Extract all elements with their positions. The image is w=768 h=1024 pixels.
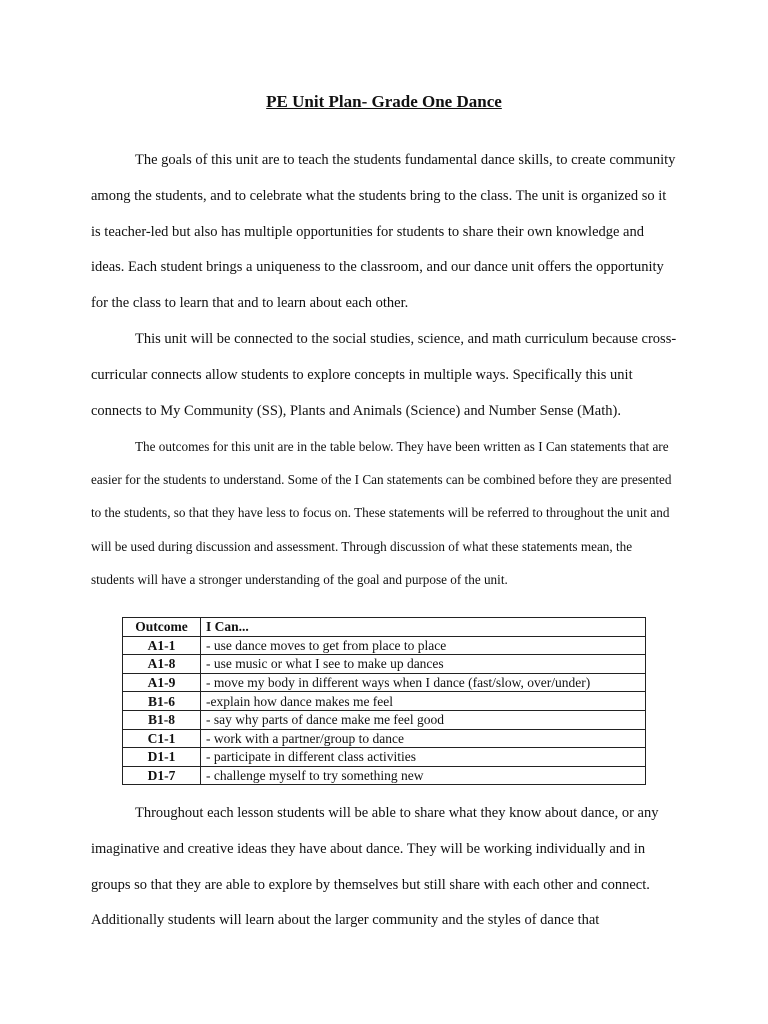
paragraph-goals [91,143,677,322]
outcome-statement: - work with a partner/group to dance [201,729,646,748]
table-header-row [123,618,646,637]
paragraph-curriculum [91,322,677,429]
outcome-code: A1-8 [123,655,201,674]
paragraph-outcomes [91,430,677,596]
paragraph-text: Throughout each lesson students will be able to share what they know about dance, or any imaginative and creative ideas they have about dance. They will be working individually and in groups so that they are able to explore by themselves but still share with each other and connect. Additionally students will learn about the larger community and the styles of dance that [91,805,659,929]
table-row [123,673,646,692]
outcome-statement: - say why parts of dance make me feel good [201,710,646,729]
outcome-statement: -explain how dance makes me feel [201,692,646,711]
outcomes-table [122,617,646,785]
paragraph-text: The goals of this unit are to teach the students fundamental dance skills, to create community among the students, and to celebrate what the students bring to the class. The unit is organized so it is teacher-led but also has multiple opportunities for students to share their own knowledge and ideas. Each student brings a uniqueness to the classroom, and our dance unit offers the opportunity for the class to learn that and to learn about each other. [91,152,676,312]
outcome-code: B1-6 [123,692,201,711]
outcome-statement: - move my body in different ways when I dance (fast/slow, over/under) [201,673,646,692]
outcome-code: B1-8 [123,710,201,729]
paragraph-sharing [91,796,677,939]
outcome-code: A1-1 [123,636,201,655]
outcome-statement: - challenge myself to try something new [201,766,646,785]
table-row [123,636,646,655]
table-row [123,766,646,785]
table-row [123,710,646,729]
column-header-i-can: I Can... [201,618,646,637]
paragraph-text: The outcomes for this unit are in the table below. They have been written as I Can statements that are easier for the students to understand. Some of the I Can statements can be combined before they are presented to the students, so that they have less to focus on. These statements will be referred to throughout the unit and will be used during discussion and assessment. Through discussion of what these statements mean, the students will have a stronger understanding of the goal and purpose of the unit. [91,439,672,587]
outcome-statement: - use dance moves to get from place to place [201,636,646,655]
paragraph-text: This unit will be connected to the social studies, science, and math curriculum because cross-curricular connects allow students to explore concepts in multiple ways. Specifically this unit connects to My Community (SS), Plants and Animals (Science) and Number Sense (Math). [91,331,677,419]
outcome-statement: - use music or what I see to make up dances [201,655,646,674]
outcome-code: C1-1 [123,729,201,748]
page-title: PE Unit Plan- Grade One Dance [266,92,502,111]
outcome-statement: - participate in different class activities [201,748,646,767]
column-header-outcome: Outcome [123,618,201,637]
table-row [123,748,646,767]
outcome-code: D1-7 [123,766,201,785]
table-row [123,692,646,711]
outcome-code: A1-9 [123,673,201,692]
outcome-code: D1-1 [123,748,201,767]
table-row [123,729,646,748]
table-row [123,655,646,674]
